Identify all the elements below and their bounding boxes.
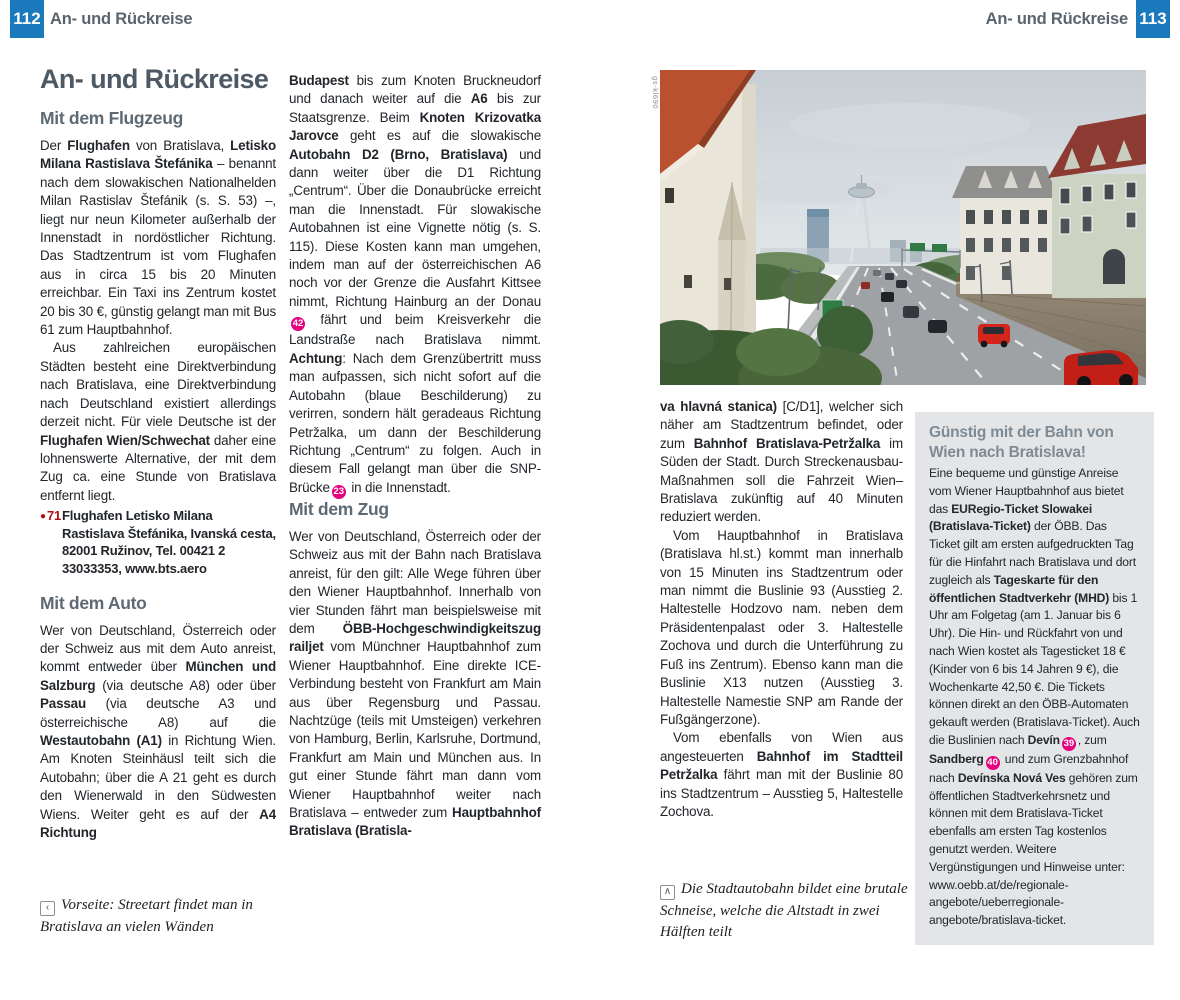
caption-text: Die Stadtautobahn bildet eine brutale Schneise, welche die Altstadt in zwei Hälften teilt <box>660 881 908 940</box>
poi-marker-number: 71 <box>47 508 62 524</box>
body-paragraph: Vom Hauptbahnhof in Bratislava (Bratislava hl.st.) kommt man innerhalb von 15 Minuten ins Stadtzentrum oder man nimmt die Buslinie 93 (Ausstieg 2. Haltestelle Hodzovo nam. neben dem Präsidentenpalast oder 3. Haltestelle Zochova und durch die Unterführung zu Fuß ins Zentrum). Ebenso kann man die Buslinie X13 nutzen (Ausstieg 3. Haltestelle Namestie SNP am Rande der Fußgängerzone). <box>660 527 903 727</box>
body-paragraph: Wer von Deutschland, Österreich oder der Schweiz aus mit der Bahn nach Bratislava anreist, für den gilt: Alle Wege führen über den Wiener Hauptbahnhof. Innerhalb von vier Stunden fährt man beispielsweise mit dem ÖBB-Hochgeschwindigkeitszug railjet vom Münchner Hauptbahnhof zum Wiener Hauptbahnhof. Eine direkte ICE-Verbindung besteht von Frankfurt am Main aus über Regensburg und Passau. Nachtzüge (teils mit Umsteigen) verkehren von Hamburg, Berlin, Karlsruhe, Dortmund, Frankfurt am Main und München aus. In gut einer Stunde fährt man dann vom Wiener Hauptbahnhof weiter nach Bratislava – entweder zum Hauptbahnhof Bratislava (Bratisla- <box>289 528 541 839</box>
body-paragraph: Aus zahlreichen europäischen Städten besteht eine Direktverbindung nach Bratislava, eine Direktverbindung nach Deutschland existiert allerdings derzeit nicht. Für viele Deutsche ist der Flughafen Wien/Schwechat daher eine lohnenswerte Alternative, der mit dem Zug ca. eine Stunde von Bratislava entfernt liegt. <box>40 340 276 503</box>
photo-credit: gs-kl690 <box>651 76 660 110</box>
poi-listing-airport <box>40 507 276 577</box>
map-marker-badge: 40 <box>987 756 998 768</box>
poi-listing-text: Flughafen Letisko Milana Rastislava Štefánika, Ivanská cesta, 82001 Ružinov, Tel. 00421 2 33033353, www.bts.aero <box>62 508 276 576</box>
info-box-body: Eine bequeme und günstige Anreise vom Wiener Hauptbahnhof aus bietet das EURegio-Ticket Slowakei (Bratislava-Ticket) der ÖBB. Das Ticket gilt am ersten aufgedruckten Tag für die Hinfahrt nach Bratislava und dort zugleich als Tageskarte für den öffentlichen Stadtverkehr (MHD) bis 1 Uhr am Folgetag (am 1. Januar bis 6 Uhr). Die Hin- und Rückfahrt von und nach Wien kostet als Tagesticket 18 € (Kinder von 6 bis 14 Jahren 9 €), die Wochenkarte 42,50 €. Die Tickets können direkt an den ÖBB-Automaten gekauft werden (Bratislava-Ticket). Auch die Buslinien nach Devín 39 , zum Sandberg 40 und zum Grenzbahnhof nach Devínska Nová Ves gehören zum öffentlichen Stadtverkehrsnetz und können mit dem Bratislava-Ticket ebenfalls am ersten Tag kostenlos genutzt werden. Weitere Vergünstigungen und Hinweise unter: www.oebb.at/de/regionale-angebote/ueberregionale-angebote/bratislava-ticket. <box>929 466 1140 928</box>
right-page-column <box>660 398 903 821</box>
page-number-left: 112 <box>10 0 44 38</box>
left-page-column-2 <box>289 72 541 841</box>
caption-text: Vorseite: Streetart findet man in Bratislava an vielen Wänden <box>40 897 253 935</box>
heading-mit-dem-flugzeug: Mit dem Flugzeug <box>40 108 183 128</box>
running-header-left: An- und Rückreise <box>50 9 193 28</box>
photo-caption-previous-page <box>40 895 282 938</box>
article-title: An- und Rückreise <box>40 64 269 94</box>
city-highway-photo <box>660 70 1146 385</box>
body-paragraph: Der Flughafen von Bratislava, Letisko Milana Rastislava Štefánika – benannt nach dem slowakischen Nationalhelden Milan Rastislav Štefánik (s. S. 53) –, liegt nur neun Kilometer außerhalb der Innenstadt in nordöstlicher Richtung. Das Stadtzentrum ist vom Flughafen aus in circa 15 bis 20 Minuten erreichbar. Ein Taxi ins Zentrum kostet 20 bis 30 €, günstig gelangt man mit Bus 61 zum Hauptbahnhof. <box>40 138 276 338</box>
chevron-up-icon: ∧ <box>660 885 675 900</box>
running-header-right: An- und Rückreise <box>985 9 1128 28</box>
map-marker-badge: 39 <box>1063 737 1075 749</box>
page-number-right: 113 <box>1136 0 1170 38</box>
info-box-title: Günstig mit der Bahn von Wien nach Bratislava! <box>929 424 1114 461</box>
poi-marker-dot: ● <box>40 511 46 523</box>
left-page-column-1 <box>40 64 276 842</box>
photo-caption-highway <box>660 879 908 944</box>
map-marker-badge: 23 <box>332 485 346 499</box>
heading-mit-dem-zug: Mit dem Zug <box>289 498 389 519</box>
map-marker-badge: 42 <box>291 317 305 331</box>
heading-mit-dem-auto: Mit dem Auto <box>40 592 147 613</box>
body-paragraph: Vom ebenfalls von Wien aus angesteuerten Bahnhof im Stadtteil Petržalka fährt man mit der Buslinie 80 ins Stadtzentrum – Ausstieg 5, Haltestelle Zochova. <box>660 730 903 819</box>
body-paragraph: Wer von Deutschland, Österreich oder der Schweiz aus mit dem Auto anreist, kommt entweder über München und Salzburg (via deutsche A8) oder über Passau (via deutsche A3 und österreichische A8) auf die Westautobahn (A1) in Richtung Wien. Am Knoten Steinhäusl teilt sich die Autobahn; über die A 21 geht es durch den Wienerwald in den Südwesten Wiens. Weiter geht es auf der A4 Richtung <box>40 622 276 840</box>
body-paragraph: Budapest bis zum Knoten Bruckneudorf und danach weiter auf die A6 bis zur Staatsgrenze. Beim Knoten Krizovatka Jarovce geht es auf die slowakische Autobahn D2 (Brno, Bratislava) und dann weiter über die D1 Richtung „Centrum“. Über die Donaubrücke erreicht man die Innenstadt. Für slowakische Autobahnen ist eine Vignette nötig (s. S. 115). Diese Kosten kann man umgehen, indem man auf der österreichischen A6 noch vor der Grenze die Ausfahrt Kittsee nimmt, Richtung Hainburg an der Donau42 fährt und beim Kreisverkehr die Landstraße nach Bratislava nimmt. Achtung: Nach dem Grenzübertritt muss man aufpassen, sich nicht sofort auf die Autobahn (blaue Beschilderung) zu verirren, sondern hält geradeaus Richtung Petržalka, um dann der Beschilderung Richtung „Centrum“ zu folgen. Auch in diesem Fall gelangt man über die SNP-Brücke 23 in die Innenstadt. <box>289 72 541 499</box>
chevron-left-icon: ‹ <box>40 901 55 916</box>
body-paragraph: va hlavná stanica) [C/D1], welcher sich näher am Stadtzentrum befindet, oder zum Bahnhof Bratislava-Petržalka im Süden der Stadt. Durch Streckenausbau-Maßnahmen soll die Fahrzeit Wien–Bratislava zukünftig auf 40 Minuten reduziert werden. <box>660 399 904 525</box>
info-box-bahn-ticket <box>915 412 1154 945</box>
